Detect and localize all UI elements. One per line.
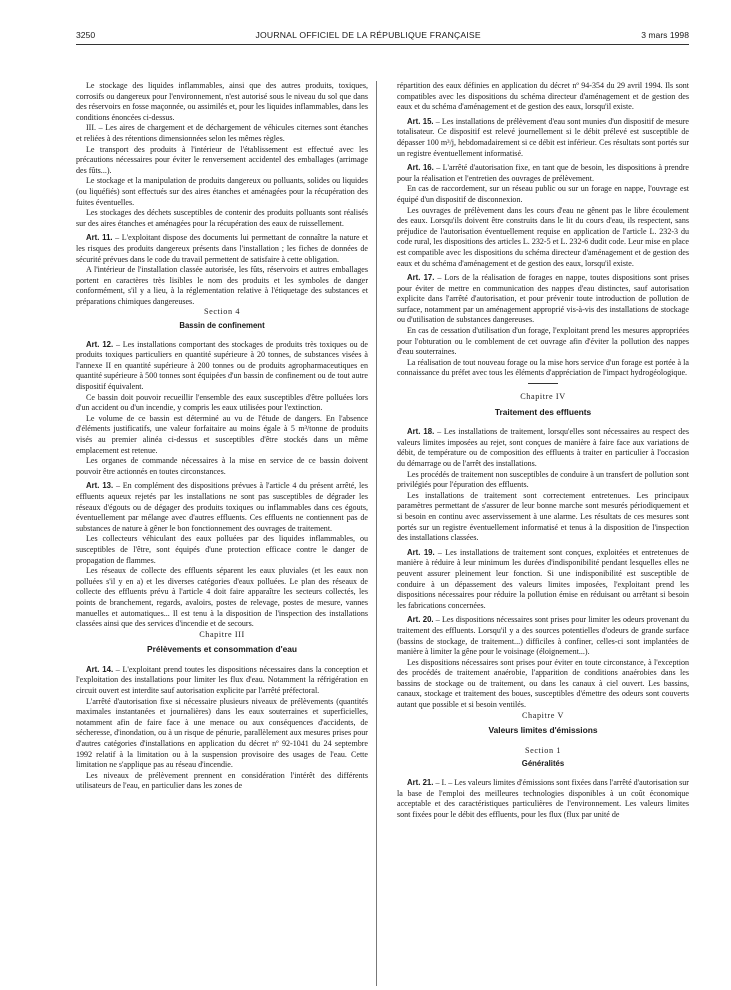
article-19 [397,548,689,612]
chapter-rule [528,383,558,384]
article-text: – Les installations de traitement, lorsqu'elles sont nécessaires au respect des valeurs limites imposées au rejet, sont conçues de manière à faire face aux variations de débit, de température ou de composition des effluents à traiter en particulier à l'occasion du démarrage ou de l'arrêt des installations. [397,427,690,468]
article-text: – Les installations comportant des stockages de produits très toxiques ou de produits toxiques particuliers en quantité supérieure à 20 tonnes, de substances visées à l'annexe II en quantité supérieure à 200 tonnes ou de produits agropharmaceutiques en quantité supérieure à 500 tonnes sont équipées d'un bassin de confinement ou de tout autre dispositif équivalent. [76,339,368,392]
article-label: Art. 20. [407,615,434,625]
paragraph: Les ouvrages de prélèvement dans les cours d'eau ne gênent pas le libre écoulement des eaux. Lorsqu'ils doivent être construits dans le lit du cours d'eau, ils respectent, sans préjudice de l'autorisation éventuellement requise en application de l'article L. 232-3 du code rural, les dispositions des articles L. 232-5 et L. 232-6 dudit code. Leur mise en place est compatible avec les dispositions du schéma directeur d'aménagement et de gestion des eaux et du schéma d'aménagement et de gestion des eaux, lorsqu'il existe. [397,205,689,268]
section-title: Généralités [521,759,565,769]
paragraph: Les installations de traitement sont correctement entretenues. Les principaux paramètres permettant de s'assurer de leur bonne marche sont mesurés périodiquement et si besoin en continu avec asservissement à une alarme. Les résultats de ces mesures sont portés sur un registre éventuellement informatisé et tenus à la disposition de l'inspection des installations classées. [397,490,689,543]
paragraph: Le stockage et la manipulation de produits dangereux ou polluants, solides ou liquides (ou liquéfiés) sont effectués sur des aires étanches et aménagées pour la récupération des fuites éventuelles. [76,176,368,207]
article-label: Art. 11. [86,233,113,243]
article-17 [397,273,689,326]
paragraph: Les collecteurs véhiculant des eaux polluées par des liquides inflammables, ou susceptibles de l'être, sont équipés d'une protection efficace contre le danger de propagation de flammes. [76,534,368,565]
article-11 [76,233,368,265]
paragraph: L'arrêté d'autorisation fixe si nécessaire plusieurs niveaux de prélèvements (quantités maximales instantanées et journalières) dans les eaux souterraines et superficielles, notamment afin de faire face à une menace ou aux conséquences d'accidents, de sécheresse, d'inondation, ou à un risque de pénurie, parallèlement aux mesures prises pour d'autres catégories d'installations en application du décret nº 92-1041 du 24 septembre 1992 relatif à la limitation ou à la suspension provisoire des usages de l'eau. Cette limitation ne s'applique pas au réseau d'incendie. [76,696,368,770]
paragraph: A l'intérieur de l'installation classée autorisée, les fûts, réservoirs et autres emballages portent en caractères très lisibles le nom des produits et les symboles de danger conformément, s'il y a lieu, à la réglementation relative à l'étiquetage des substances et préparations chimiques dangereuses. [76,265,368,306]
paragraph: La réalisation de tout nouveau forage ou la mise hors service d'un forage est portée à la connaissance du préfet avec tous les éléments d'appréciation de l'impact hydrogéologique. [397,357,689,378]
section-label: Section 1 [524,745,562,755]
article-label: Art. 13. [86,481,114,491]
paragraph: Les niveaux de prélèvement prennent en considération l'intérêt des différents utilisateurs de l'eau, en particulier dans les zones de [76,770,368,791]
right-column [397,81,689,820]
article-label: Art. 14. [86,664,114,674]
paragraph: Le stockage des liquides inflammables, ainsi que des autres produits, toxiques, corrosifs ou dangereux pour l'environnement, n'est autorisé sous le niveau du sol que dans des réservoirs en fosse maçonnée, ou assimilés et, pour les liquides inflammables, dans les conditions énoncées ci-dessus. [76,81,368,122]
left-column [76,81,368,820]
section-label: Section 4 [203,307,241,317]
paragraph: Les organes de commande nécessaires à la mise en service de ce bassin doivent pouvoir être actionnés en toutes circonstances. [76,456,368,476]
paragraph: Les procédés de traitement non susceptibles de conduire à un transfert de pollution sont privilégiés pour l'épuration des effluents. [397,469,689,490]
article-label: Art. 18. [407,427,435,437]
chapter-label: Chapitre V [521,710,564,720]
article-13 [76,481,368,534]
article-label: Art. 16. [407,163,434,173]
issue-date: 3 mars 1998 [641,30,689,40]
text-columns [76,81,689,820]
article-text: – Lors de la réalisation de forages en nappe, toutes dispositions sont prises pour éviter de mettre en communication des nappes d'eau distinctes, sauf autorisation explicite dans l'arrêté d'autorisation, et pour prévenir toute introduction de pollution de surface, notamment par un aménagement approprié vis-à-vis des installations de stockage ou d'utilisation de substances dangereuses. [397,273,689,325]
article-label: Art. 21. [407,778,434,788]
article-label: Art. 15. [407,116,434,126]
article-text: – L'exploitant dispose des documents lui permettant de connaître la nature et les risques des produits dangereux présents dans l'installation ; les fiches de données de sécurité prévues dans le code du travail permettent de satisfaire à cette obligation. [76,233,368,264]
page-header [76,30,689,45]
article-text: – L'arrêté d'autorisation fixe, en tant que de besoin, les dispositions à prendre pour la réalisation et l'entretien des ouvrages de prélèvement. [397,163,689,183]
article-text: – I. – Les valeurs limites d'émissions sont fixées dans l'arrêté d'autorisation sur la base de l'emploi des meilleures technologies disponibles à un coût économique acceptable et des caractéristiques particulières de l'environnement. Les valeurs limites sont fixées pour le débit des effluents, pour les flux (flux par unité de [397,778,689,819]
chapter-label: Chapitre IV [520,392,566,402]
article-20 [397,615,689,657]
article-15 [397,117,689,159]
paragraph: Le volume de ce bassin est déterminé au vu de l'étude de dangers. En l'absence d'éléments justificatifs, une valeur forfaitaire au moins égale à 5 m³/tonne de produits visés au premier alinéa ci-dessus et susceptibles d'être stockés dans un même emplacement est retenue. [76,413,368,455]
article-label: Art. 12. [86,339,114,349]
article-text: – Les installations de prélèvement d'eau sont munies d'un dispositif de mesure totalisateur. Ce dispositif est relevé journellement si le débit prélevé est susceptible de dépasser 100 m³/j, hebdomadairement si ce débit est inférieur. Ces résultats sont portés sur un registre éventuellement informatisé. [397,116,689,158]
paragraph: Les réseaux de collecte des effluents séparent les eaux pluviales (et les eaux non polluées s'il y en a) et les diverses catégories d'eaux polluées. Le plan des réseaux de collecte des effluents prévu à l'article 4 doit faire apparaître les secteurs collectés, les points de branchement, regards, avaloirs, postes de relevage, postes de mesure, vannes manuelles et automatiques... Il est tenu à la disposition de l'inspection des installations classées ainsi que des services d'incendie et de secours. [76,566,368,629]
paragraph: Le transport des produits à l'intérieur de l'établissement est effectué avec les précautions nécessaires pour éviter le renversement accidentel des emballages (arrimage des fûts...). [76,144,368,175]
chapter-title: Valeurs limites d'émissions [488,725,598,736]
paragraph: En cas de cessation d'utilisation d'un forage, l'exploitant prend les mesures appropriées pour l'obturation ou le comblement de cet ouvrage afin d'éviter la pollution des nappes d'eau souterraines. [397,326,689,357]
article-text: – Les installations de traitement sont conçues, exploitées et entretenues de manière à réduire à leur minimum les durées d'indisponibilité pendant lesquelles elles ne peuvent assurer pleinement leur fonction. Si une indisponibilité est susceptible de conduire à un dépassement des valeurs limites imposées, l'exploitant prend les dispositions nécessaires pour réduire la pollution émise en réduisant ou arrêtant si besoin les fabrications concernées. [397,547,689,610]
paragraph: En cas de raccordement, sur un réseau public ou sur un forage en nappe, l'ouvrage est équipé d'un dispositif de disconnexion. [397,184,689,204]
article-18 [397,427,689,469]
paragraph: Les stockages des déchets susceptibles de contenir des produits polluants sont réalisés sur des aires étanches et aménagées pour la récupération des eaux de ruissellement. [76,208,368,228]
article-text: – Les dispositions nécessaires sont prises pour limiter les odeurs provenant du traitement des effluents. Lorsqu'il y a des sources potentielles d'odeurs de grande surface (bassins de stockage, de traitement...) difficiles à confiner, celles-ci sont implantées de manière à limiter la gêne pour le voisinage (éloignement...). [397,615,690,657]
article-text: – En complément des dispositions prévues à l'article 4 du présent arrêté, les effluents aqueux rejetés par les installations ne sont pas susceptibles de dégrader les réseaux d'égouts ou de dégager des produits toxiques ou inflammables dans ces égouts, éventuellement par mélange avec d'autres effluents. Ces effluents ne contiennent pas de substances de nature à gêner le bon fonctionnement des ouvrages de traitement. [76,481,368,533]
article-14 [76,665,368,697]
section-title: Bassin de confinement [179,321,265,331]
chapter-label: Chapitre III [199,629,245,639]
article-label: Art. 17. [407,273,435,283]
column-divider [376,81,377,986]
article-16 [397,163,689,184]
article-text: – L'exploitant prend toutes les dispositions nécessaires dans la conception et l'exploitation des installations pour limiter les flux d'eau. Notamment la réfrigération en circuit ouvert est interdite sauf autorisation explicite par l'arrêté préfectoral. [76,664,368,696]
chapter-title: Prélèvements et consommation d'eau [147,644,297,655]
article-12 [76,340,368,393]
paragraph: Ce bassin doit pouvoir recueillir l'ensemble des eaux susceptibles d'être polluées lors d'un accident ou d'un incendie, y compris les eaux utilisées pour l'extinction. [76,392,368,413]
article-label: Art. 19. [407,547,435,557]
paragraph: répartition des eaux définies en application du décret nº 94-354 du 29 avril 1994. Ils sont compatibles avec les dispositions du schéma directeur d'aménagement et de gestion des eaux et du schéma d'aménagement et de gestion des eaux, lorsqu'il existe. [397,81,689,112]
page-number: 3250 [76,30,96,40]
paragraph: III. – Les aires de chargement et de déchargement de véhicules citernes sont étanches et reliées à des rétentions dimensionnées selon les mêmes règles. [76,123,368,143]
chapter-title: Traitement des effluents [494,406,592,417]
paragraph: Les dispositions nécessaires sont prises pour éviter en toute circonstance, à l'exception des procédés de traitement anaérobie, l'apparition de conditions anaérobies dans les bassins de stockage ou de traitement, ou dans les canaux à ciel ouvert. Les bassins, canaux, stockage et traitement des boues, susceptibles d'émettre des odeurs sont couverts autant que possible et si besoin ventilés. [397,657,689,710]
journal-title: JOURNAL OFFICIEL DE LA RÉPUBLIQUE FRANÇAISE [255,30,481,40]
article-21 [397,778,689,820]
